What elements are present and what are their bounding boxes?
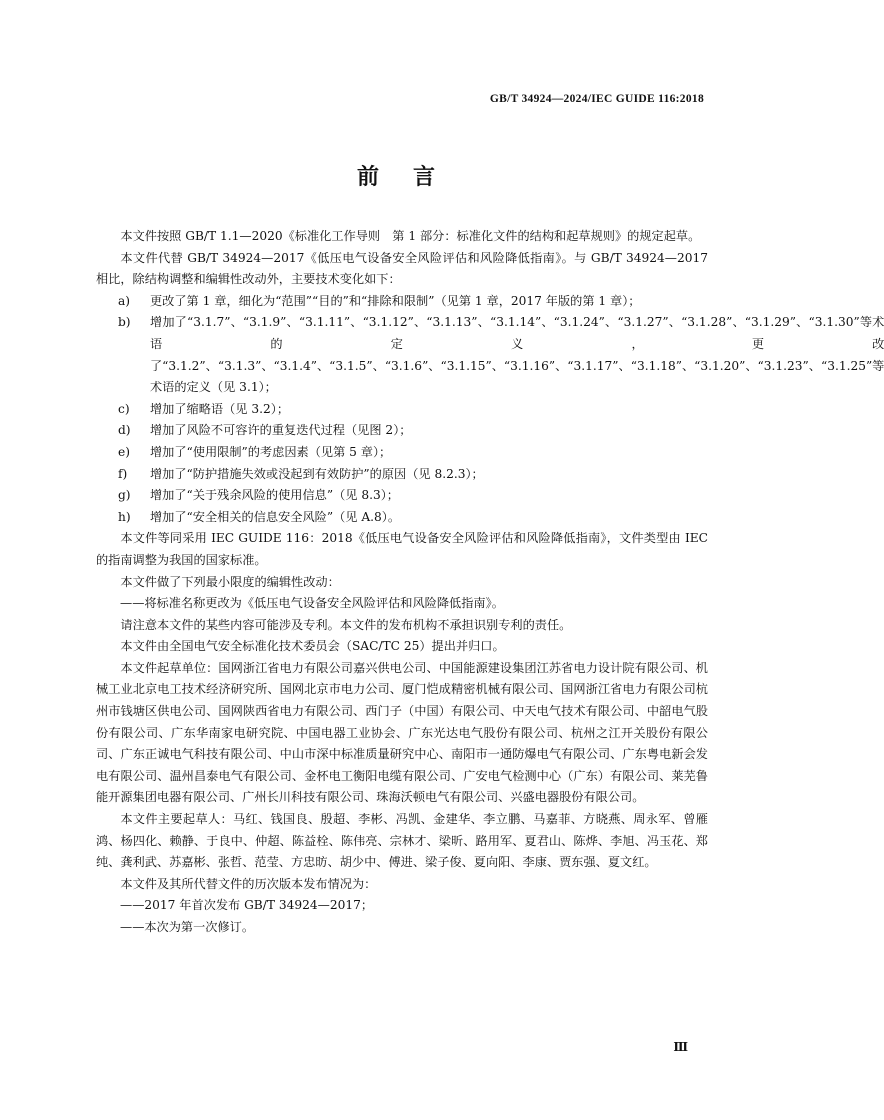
list-item — [96, 485, 708, 507]
page-number: Ⅲ — [673, 1040, 688, 1054]
paragraph-drafting-organizations: 本文件起草单位：国网浙江省电力有限公司嘉兴供电公司、中国能源建设集团江苏省电力设计院有限公司、机械工业北京电工技术经济研究所、国网北京市电力公司、厦门恺成精密机械有限公司、国网浙江省电力有限公司杭州市钱塘区供电公司、国网陕西省电力有限公司、西门子（中国）有限公司、中天电气技术有限公司、中韶电气股份有限公司、广东华南家电研究院、中国电器工业协会、广东光达电气股份有限公司、杭州之江开关股份有限公司、广东正诚电气科技有限公司、中山市深中标准质量研究中心、南阳市一通防爆电气有限公司、广东粤电新会发电有限公司、温州昌泰电气有限公司、金杯电工衡阳电缆有限公司、广安电气检测中心（广东）有限公司、莱芜鲁能开源集团电器有限公司、广州长川科技有限公司、珠海沃顿电气有限公司、兴盛电器股份有限公司。 — [96, 660, 708, 805]
list-marker: h) — [118, 509, 131, 524]
foreword-body — [96, 226, 884, 939]
list-item — [96, 507, 708, 529]
list-text: 增加了缩略语（见 3.2）； — [150, 401, 290, 416]
list-marker: e) — [118, 444, 130, 459]
paragraph-drafters: 本文件主要起草人：马红、钱国良、殷超、李彬、冯凯、金建华、李立鹏、马嘉菲、方晓燕、周永军、曾雁鸿、杨四化、赖静、于良中、仲超、陈益栓、陈伟亮、宗林才、梁昕、路用军、夏君山、陈烨、李旭、冯玉花、郑纯、龚利武、苏嘉彬、张哲、范莹、方忠昉、胡少中、傅进、梁子俊、夏向阳、李康、贾东强、夏文红。 — [96, 812, 708, 870]
paragraph-patent-notice: 请注意本文件的某些内容可能涉及专利。本文件的发布机构不承担识别专利的责任。 — [120, 617, 572, 632]
list-text: 增加了“防护措施失效或没起到有效防护”的原因（见 8.2.3）； — [150, 466, 484, 481]
document-code-header: GB/T 34924—2024/IEC GUIDE 116:2018 — [489, 93, 704, 105]
dash-item: ——2017 年首次发布 GB/T 34924—2017； — [120, 898, 374, 913]
dash-item: ——本次为第一次修订。 — [120, 920, 255, 934]
dash-item: ——将标准名称更改为《低压电气设备安全风险评估和风险降低指南》。 — [120, 596, 504, 611]
list-text: 增加了“关于残余风险的使用信息”（见 8.3）； — [150, 488, 399, 503]
list-marker: f) — [118, 466, 128, 481]
list-marker: g) — [118, 488, 131, 503]
paragraph-history: 本文件及其所代替文件的历次版本发布情况为： — [120, 876, 377, 891]
list-item — [96, 291, 708, 313]
list-text: 更改了第 1 章，细化为“范围”“目的”和“排除和限制”（见第 1 章，2017 年版的第 1 章）； — [150, 293, 641, 308]
list-text: 增加了风险不可容许的重复迭代过程（见图 2）； — [150, 423, 412, 438]
list-item — [96, 420, 708, 442]
list-marker: a) — [118, 293, 131, 308]
list-text: 增加了“安全相关的信息安全风险”（见 A.8）。 — [150, 509, 401, 524]
paragraph-proposer: 本文件由全国电气安全标准化技术委员会（SAC/TC 25）提出并归口。 — [120, 639, 505, 654]
list-marker: c) — [118, 401, 130, 416]
list-text: 增加了“3.1.7”、“3.1.9”、“3.1.11”、“3.1.12”、“3.1.13”、“3.1.14”、“3.1.24”、“3.1.27”、“3.1.28”、“3.1.29”、“3.1.30”等术语的定义，更改了“3.1.2”、“3.1.3”、“3.1.4”、“3.1.5”、“3.1.6”、“3.1.15”、“3.1.16”、“3.1.17”、“3.1.18”、“3.1.20”、“3.1.23”、“3.1.25”等术语的定义（见 3.1）； — [150, 315, 884, 395]
paragraph-drafting-rules: 本文件按照 GB/T 1.1—2020《标准化工作导则 第 1 部分：标准化文件的结构和起草规则》的规定起草。 — [120, 229, 701, 243]
list-item — [96, 399, 708, 421]
list-marker: b) — [118, 315, 131, 330]
paragraph-adoption: 本文件等同采用 IEC GUIDE 116：2018《低压电气设备安全风险评估和风险降低指南》，文件类型由 IEC 的指南调整为我国的国家标准。 — [96, 531, 708, 567]
title-char-1: 前 — [356, 165, 379, 190]
list-marker: d) — [118, 423, 131, 438]
list-text: 增加了“使用限制”的考虑因素（见第 5 章）； — [150, 444, 392, 459]
list-item — [96, 312, 884, 398]
list-item — [96, 442, 708, 464]
title-char-2: 言 — [413, 165, 436, 190]
paragraph-editorial-changes: 本文件做了下列最小限度的编辑性改动： — [120, 574, 340, 589]
page-title — [0, 160, 792, 191]
paragraph-replacement: 本文件代替 GB/T 34924—2017《低压电气设备安全风险评估和风险降低指南》。与 GB/T 34924—2017 相比，除结构调整和编辑性改动外，主要技术变化如下： — [96, 250, 708, 287]
list-item — [96, 464, 708, 486]
